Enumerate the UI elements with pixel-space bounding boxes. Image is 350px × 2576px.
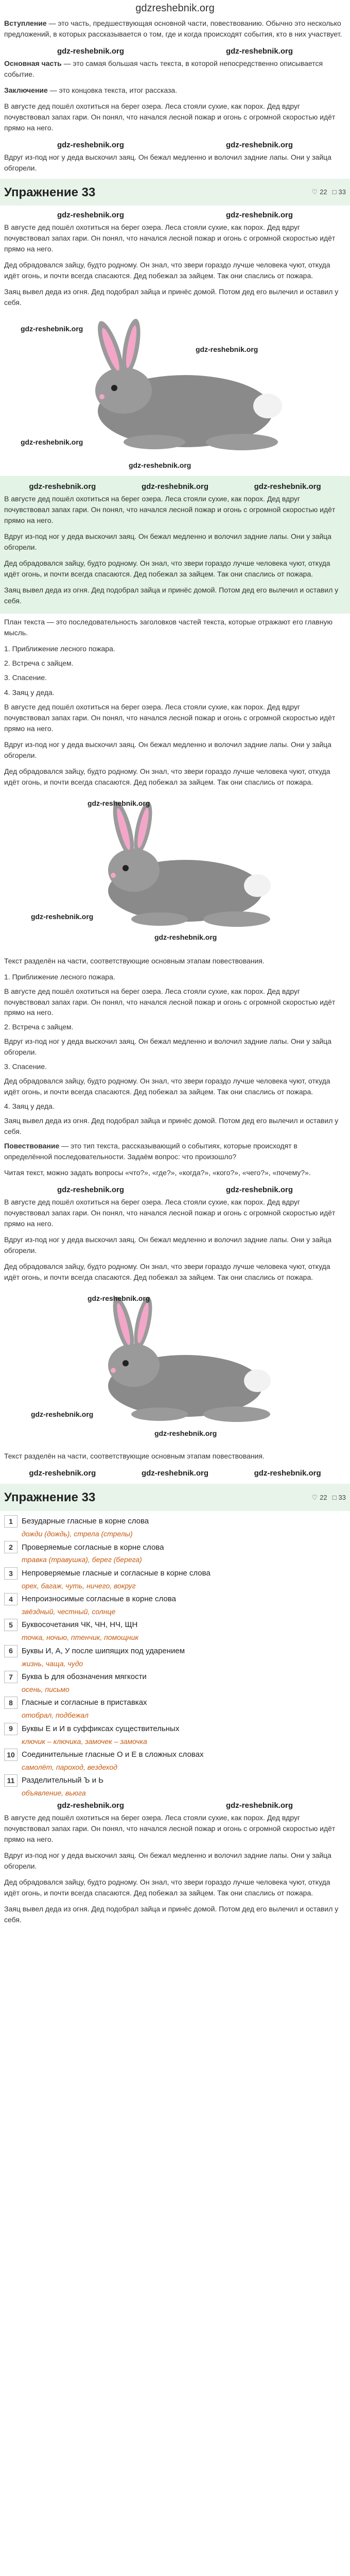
main-paragraph	[0, 58, 350, 80]
story-p4: Заяц вывел деда из огня. Дед подобрал зайца и принёс домой. Потом дед его вылечил и оставил у себя.	[4, 287, 339, 307]
watermark-row	[0, 45, 350, 58]
intro-label: Вступление	[4, 19, 47, 27]
rule-example: звёздный, честный, солнце	[22, 1607, 116, 1616]
rule-example: самолёт, пароход, вездеход	[22, 1762, 117, 1771]
story-p2-end: Вдруг из-под ног у деда выскочил заяц. Он бежал медленно и волочил задние лапы. Они у зайца обгорели.	[4, 1851, 331, 1871]
main-label: Основная часть	[4, 59, 62, 67]
watermark: gdz-reshebnik.org	[31, 912, 94, 921]
watermark-row	[0, 480, 350, 494]
watermark-row	[0, 139, 350, 152]
narration-paragraph	[0, 1141, 350, 1162]
end-text: — это концовка текста, итог рассказа.	[47, 86, 178, 94]
rule-row	[0, 1618, 350, 1632]
rule-row	[0, 1644, 350, 1658]
plan-item: 4. Заяц у деда.	[4, 688, 55, 697]
watermark: gdz-reshebnik.org	[225, 1801, 293, 1810]
rabbit-illustration	[0, 313, 350, 473]
plan-item: Заяц вывел деда из огня. Дед подобрал зайца и принёс домой. Потом дед его вылечил и оставил у себя.	[4, 1116, 339, 1136]
exercise-header-spelling	[0, 1484, 350, 1511]
story-p1-end: В августе дед пошёл охотиться на берег озера. Леса стояли сухие, как порох. Дед вдруг почувствовал запах гари. Он понял, что начался лесной пожар и огонь с огромной скоростью идёт прямо на него.	[4, 1814, 336, 1844]
rule-example: жизнь, чаща, чудо	[22, 1659, 83, 1668]
watermark: gdz-reshebnik.org	[21, 438, 83, 447]
watermark: gdz-reshebnik.org	[57, 211, 124, 220]
watermark: gdz-reshebnik.org	[225, 140, 293, 149]
narration-label: Повествование	[4, 1141, 60, 1150]
likes-count: 22	[320, 188, 327, 196]
plan-item: 2. Встреча с зайцем.	[4, 1023, 74, 1031]
comments-count: 33	[338, 1494, 346, 1502]
plan-item: В августе дед пошёл охотиться на берег озера. Леса стояли сухие, как порох. Дед вдруг почувствовал запах гари. Он понял, что начался лесной пожар и огонь с огромной скоростью идёт прямо на него.	[4, 987, 336, 1016]
watermark: gdz-reshebnik.org	[254, 482, 321, 492]
rule-number: 11	[4, 1774, 18, 1787]
watermark: gdz-reshebnik.org	[225, 211, 293, 220]
narration-text: — это тип текста, рассказывающий о событиях, которые происходят в определённой последовательности. Задаём вопрос: что произошло?	[4, 1141, 297, 1161]
rule-title: Буквы И, А, У после шипящих под ударением	[22, 1646, 185, 1655]
heart-icon: ♡	[311, 1494, 318, 1502]
watermark: gdz-reshebnik.org	[87, 799, 150, 807]
rule-example: объявление, вьюга	[22, 1789, 86, 1798]
story-p2: Вдруг из-под ног у деда выскочил заяц. Он бежал медленно и волочил задние лапы. Они у зайца обгорели.	[4, 152, 331, 172]
watermark: gdz-reshebnik.org	[225, 1185, 293, 1194]
rule-number: 5	[4, 1619, 18, 1631]
plan-item: 1. Приближение лесного пожара.	[4, 644, 115, 653]
watermark-row	[0, 209, 350, 222]
watermark: gdz-reshebnik.org	[57, 1185, 124, 1194]
story-p1-green: В августе дед пошёл охотиться на берег озера. Леса стояли сухие, как порох. Дед вдруг почувствовал запах гари. Он понял, что начался лесной пожар и огонь с огромной скоростью идёт прямо на него.	[4, 494, 336, 524]
rule-number: 9	[4, 1723, 18, 1735]
rule-example: дожди (дождь), стрела (стрелы)	[22, 1530, 133, 1538]
main-text: — это самая большая часть текста, в которой непосредственно описывается событие.	[4, 59, 323, 78]
watermark: gdz-reshebnik.org	[21, 325, 83, 333]
story-p3-end: Дед обрадовался зайцу, будто родному. Он знал, что звери гораздо лучше человека чуют, откуда идёт огонь, и почти всегда спасаются. Дед побежал за зайцем. Так они спаслись от пожара.	[4, 1878, 330, 1897]
rule-row	[0, 1773, 350, 1788]
story-p3-plan: Дед обрадовался зайцу, будто родному. Он знал, что звери гораздо лучше человека чуют, откуда идёт огонь, и почти всегда спасаются. Дед побежал за зайцем. Так они спаслись от пожара.	[4, 767, 330, 786]
watermark-row	[0, 1183, 350, 1197]
rule-row	[0, 1540, 350, 1554]
story-p1-final: В августе дед пошёл охотиться на берег озера. Леса стояли сухие, как порох. Дед вдруг почувствовал запах гари. Он понял, что начался лесной пожар и огонь с огромной скоростью идёт прямо на него.	[4, 1197, 336, 1228]
heart-icon: ♡	[311, 188, 318, 196]
story-p3-green: Дед обрадовался зайцу, будто родному. Он знал, что звери гораздо лучше человека чуют, откуда идёт огонь, и почти всегда спасаются. Дед побежал за зайцем. Так они спаслись от пожара.	[4, 558, 330, 578]
story-p1-plan: В августе дед пошёл охотиться на берег озера. Леса стояли сухие, как порох. Дед вдруг почувствовал запах гари. Он понял, что начался лесной пожар и огонь с огромной скоростью идёт прямо на него.	[4, 702, 336, 733]
story-p1-repeat: В августе дед пошёл охотиться на берег озера. Леса стояли сухие, как порох. Дед вдруг почувствовал запах гари. Он понял, что начался лесной пожар и огонь с огромной скоростью идёт прямо на него.	[4, 223, 336, 253]
story-p4-green: Заяц вывел деда из огня. Дед подобрал зайца и принёс домой. Потом дед его вылечил и оставил у себя.	[4, 585, 339, 605]
watermark: gdz-reshebnik.org	[254, 1468, 321, 1478]
comments-counter[interactable]	[332, 1493, 346, 1503]
rule-title: Соединительные гласные О и Е в сложных словах	[22, 1750, 204, 1759]
end-paragraph	[0, 85, 350, 96]
intro-text: — это часть, предшествующая основной части, повествованию. Обычно это несколько предложений, в которых рассказывается о том, где и когда происходят события, кто в них участвует.	[4, 19, 342, 38]
rule-title: Безударные гласные в корне слова	[22, 1517, 149, 1526]
plan-item: 3. Спасение.	[4, 1062, 47, 1071]
watermark: gdz-reshebnik.org	[87, 1294, 150, 1302]
plan-item: 1. Приближение лесного пожара.	[4, 972, 115, 981]
rule-row	[0, 1670, 350, 1684]
watermark: gdz-reshebnik.org	[29, 1468, 96, 1478]
site-title[interactable]: gdzreshebnik.org	[135, 3, 215, 14]
intro-paragraph	[0, 18, 350, 40]
likes-count: 22	[320, 1494, 327, 1502]
rule-number: 4	[4, 1593, 18, 1605]
story-p4-end: Заяц вывел деда из огня. Дед подобрал зайца и принёс домой. Потом дед его вылечил и оставил у себя.	[4, 1905, 339, 1924]
watermark: gdz-reshebnik.org	[225, 47, 293, 56]
rule-title: Разделительный Ъ и Ь	[22, 1776, 104, 1785]
rule-row	[0, 1566, 350, 1581]
watermark-row	[0, 1799, 350, 1812]
rabbit-icon	[0, 313, 350, 473]
rabbit-illustration	[0, 793, 350, 953]
watermark: gdz-reshebnik.org	[31, 1410, 94, 1418]
story-p2-plan: Вдруг из-под ног у деда выскочил заяц. Он бежал медленно и волочил задние лапы. Они у зайца обгорели.	[4, 740, 331, 759]
rabbit-illustration	[0, 1288, 350, 1448]
rule-title: Буква Ь для обозначения мягкости	[22, 1672, 147, 1682]
watermark: gdz-reshebnik.org	[57, 140, 124, 149]
rule-number: 8	[4, 1697, 18, 1709]
watermark-row	[0, 1467, 350, 1480]
rule-example: травка (травушка), берег (берега)	[22, 1555, 142, 1564]
rule-number: 6	[4, 1645, 18, 1657]
comments-counter[interactable]	[332, 188, 346, 197]
watermark: gdz-reshebnik.org	[141, 482, 208, 492]
rule-row	[0, 1696, 350, 1710]
watermark: gdz-reshebnik.org	[154, 933, 217, 941]
rule-row	[0, 1592, 350, 1606]
story-p2-green: Вдруг из-под ног у деда выскочил заяц. Он бежал медленно и волочил задние лапы. Они у зайца обгорели.	[4, 532, 331, 551]
rule-title: Непроверяемые гласные и согласные в корне слова	[22, 1568, 211, 1578]
exercise-title: Упражнение 33	[4, 185, 96, 199]
exercise-header	[0, 179, 350, 206]
watermark: gdz-reshebnik.org	[29, 482, 96, 492]
rule-row	[0, 1514, 350, 1529]
rule-row	[0, 1748, 350, 1762]
story-p3: Дед обрадовался зайцу, будто родному. Он знал, что звери гораздо лучше человека чуют, откуда идёт огонь, и почти всегда спасаются. Дед побежал за зайцем. Так они спаслись от пожара.	[4, 261, 330, 280]
plan-intro: План текста — это последовательность заголовков частей текста, которые отражают его главную мысль.	[4, 617, 332, 637]
rule-row	[0, 1722, 350, 1736]
rule-number: 2	[4, 1541, 18, 1553]
rule-number: 10	[4, 1749, 18, 1761]
plan-conclusion: Текст разделён на части, соответствующие основным этапам повествования.	[4, 956, 265, 965]
rule-example: точка, ночью, птенчик, помощник	[22, 1633, 139, 1642]
plan-list	[0, 643, 350, 698]
exercise-stats	[312, 188, 346, 197]
rule-title: Проверяемые согласные в корне слова	[22, 1543, 164, 1552]
exercise-stats	[312, 1493, 346, 1503]
watermark: gdz-reshebnik.org	[129, 461, 191, 470]
watermark: gdz-reshebnik.org	[57, 47, 124, 56]
watermark: gdz-reshebnik.org	[154, 1429, 217, 1437]
rule-number: 1	[4, 1515, 18, 1528]
rule-title: Непроизносимые согласные в корне слова	[22, 1595, 176, 1604]
rule-number: 3	[4, 1567, 18, 1580]
rabbit-icon	[0, 793, 350, 953]
plan-item: Дед обрадовался зайцу, будто родному. Он знал, что звери гораздо лучше человека чуют, откуда идёт огонь, и почти всегда спасаются. Дед побежал за зайцем. Так они спаслись от пожара.	[4, 1077, 330, 1096]
rule-title: Буквы Е и И в суффиксах существительных	[22, 1724, 180, 1733]
reading-paragraph: Читая текст, можно задать вопросы «что?», «где?», «когда?», «кого?», «чего?», «почему?».	[4, 1168, 311, 1177]
rabbit-icon	[0, 1288, 350, 1448]
rule-example: орех, багаж, чуть, ничего, вокруг	[22, 1581, 136, 1590]
rule-example: отобрал, подбежал	[22, 1711, 89, 1720]
story-p2-final: Вдруг из-под ног у деда выскочил заяц. Он бежал медленно и волочил задние лапы. Они у зайца обгорели.	[4, 1235, 331, 1255]
exercise-title: Упражнение 33	[4, 1490, 96, 1505]
end-label: Заключение	[4, 86, 48, 94]
plan-item: 3. Спасение.	[4, 673, 47, 682]
plan-list-repeat	[0, 972, 350, 1137]
comment-icon: □	[332, 188, 337, 196]
spelling-rules-list	[0, 1514, 350, 1799]
plan-item: 4. Заяц у деда.	[4, 1101, 55, 1110]
rule-title: Буквосочетания ЧК, ЧН, НЧ, ЩН	[22, 1620, 138, 1630]
plan-item: Вдруг из-под ног у деда выскочил заяц. Он бежал медленно и волочил задние лапы. Они у зайца обгорели.	[4, 1037, 331, 1056]
likes-counter[interactable]	[312, 1493, 327, 1503]
story-p3-final: Дед обрадовался зайцу, будто родному. Он знал, что звери гораздо лучше человека чуют, откуда идёт огонь, и почти всегда спасаются. Дед побежал за зайцем. Так они спаслись от пожара.	[4, 1262, 330, 1281]
story-p1: В августе дед пошёл охотиться на берег озера. Леса стояли сухие, как порох. Дед вдруг почувствовал запах гари. Он понял, что начался лесной пожар и огонь с огромной скоростью идёт прямо на него.	[4, 101, 336, 132]
rule-example: ключик – ключика, замочек – замочка	[22, 1737, 147, 1745]
comments-count: 33	[338, 188, 346, 196]
watermark: gdz-reshebnik.org	[57, 1801, 124, 1810]
answer-block	[0, 476, 350, 614]
watermark: gdz-reshebnik.org	[141, 1468, 208, 1478]
likes-counter[interactable]	[312, 188, 327, 197]
plan-conclusion-2: Текст разделён на части, соответствующие основным этапам повествования.	[4, 1451, 265, 1460]
rule-title: Гласные и согласные в приставках	[22, 1698, 147, 1707]
rule-number: 7	[4, 1671, 18, 1683]
plan-item: 2. Встреча с зайцем.	[4, 659, 74, 668]
watermark: gdz-reshebnik.org	[196, 345, 258, 354]
rule-example: осень, письмо	[22, 1685, 69, 1693]
comment-icon: □	[332, 1494, 337, 1502]
